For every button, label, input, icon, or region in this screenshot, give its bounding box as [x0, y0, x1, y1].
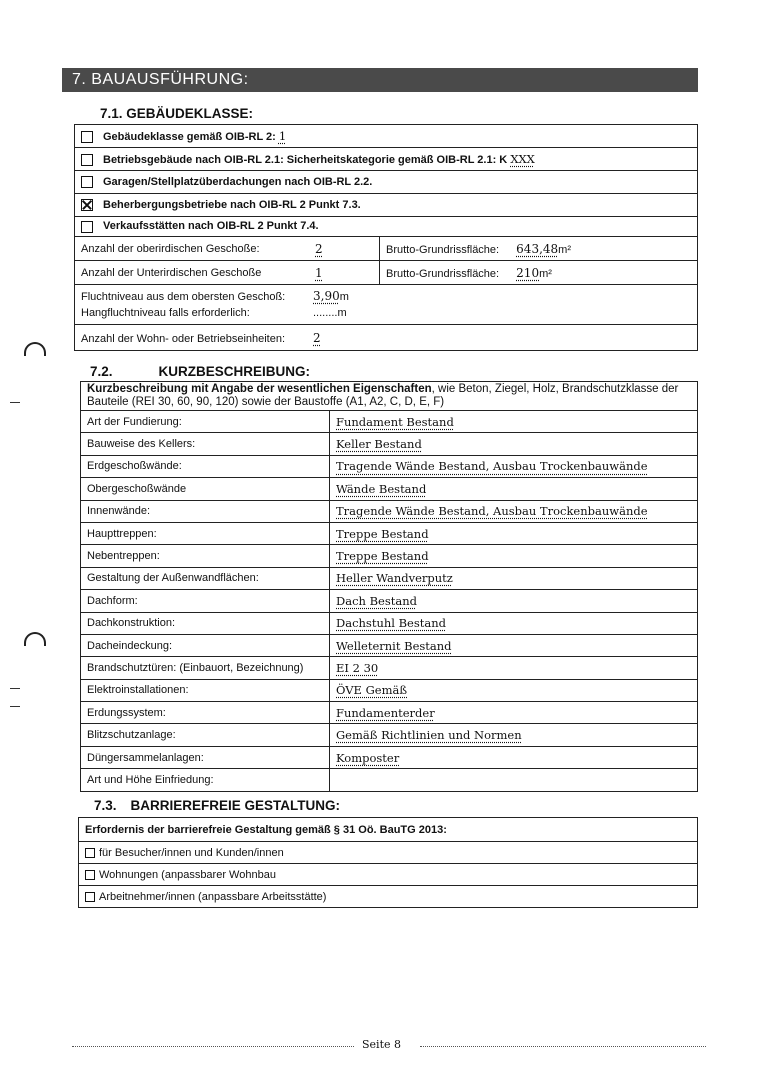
gebaeudeklasse-table [74, 124, 698, 351]
unter-geschosse-value: 1 [309, 261, 380, 285]
punch-hole-mark [24, 342, 46, 356]
row-value [330, 411, 698, 433]
row-value [330, 433, 698, 455]
kurzbeschreibung-table [80, 381, 698, 792]
einheiten-cell: Anzahl der Wohn- oder Betriebseinheiten: 2 [75, 325, 698, 351]
row-value-text: Komposter [336, 750, 400, 765]
row-value-text: EI 2 30 [336, 660, 379, 675]
row-value-text: Dachstuhl Bestand [336, 616, 446, 631]
margin-dash [10, 688, 20, 689]
row-value [330, 702, 698, 724]
row-label: Düngersammelanlagen: [81, 746, 330, 768]
row-label: Art der Fundierung: [81, 411, 330, 433]
row-value-text: Dach Bestand [336, 593, 417, 608]
row-value [330, 746, 698, 768]
row-value [330, 634, 698, 656]
row-value [330, 500, 698, 522]
row-value-text: Keller Bestand [336, 437, 422, 452]
margin-dash [10, 706, 20, 707]
ober-geschosse-value: 2 [309, 237, 380, 261]
option-verkaufsstaetten: Verkaufsstätten nach OIB-RL 2 Punkt 7.4. [75, 217, 698, 237]
row-value-text: Fundament Bestand [336, 414, 454, 429]
row-label: Brandschutztüren: (Einbauort, Bezeichnung) [81, 657, 330, 679]
table-row [81, 411, 698, 433]
row-label: Dachkonstruktion: [81, 612, 330, 634]
row-value [330, 545, 698, 567]
row-value-text: ÖVE Gemäß [336, 683, 408, 698]
heading-7-3: 7.3. BARRIEREFREIE GESTALTUNG: [94, 798, 341, 813]
option-betriebsgebaeude: Betriebsgebäude nach OIB-RL 2.1: Sicherheitskategorie gemäß OIB-RL 2.1: K XXX [75, 148, 698, 171]
option-beherbergung: Beherbergungsbetriebe nach OIB-RL 2 Punkt 7.3. [75, 194, 698, 217]
row-label: Erdungssystem: [81, 702, 330, 724]
table-row [81, 702, 698, 724]
table-row [81, 455, 698, 477]
row-label: Blitzschutzanlage: [81, 724, 330, 746]
row-label: Obergeschoßwände [81, 478, 330, 500]
table-row [81, 478, 698, 500]
row-label: Gestaltung der Außenwandflächen: [81, 567, 330, 589]
row-value [330, 769, 698, 791]
table-row [81, 612, 698, 634]
ober-geschosse-label: Anzahl der oberirdischen Geschoße: [75, 237, 310, 261]
row-label: Dachform: [81, 590, 330, 612]
margin-dash [10, 402, 20, 403]
checkbox[interactable] [81, 176, 93, 188]
row-value-text: Heller Wandverputz [336, 571, 453, 586]
footer-rule-right [420, 1046, 706, 1047]
kurzbeschreibung-intro: Kurzbeschreibung mit Angabe der wesentlichen Eigenschaften, wie Beton, Ziegel, Holz, Brandschutzklasse der Bauteile (REI 30, 60, 90, 120) sowie der Baustoffe (A1, A2, C, D, E, F) [81, 382, 698, 411]
heading-7-2: 7.2. KURZBESCHREIBUNG: [90, 364, 311, 379]
row-label: Elektroinstallationen: [81, 679, 330, 701]
row-value-text: Treppe Bestand [336, 549, 429, 564]
row-label: Haupttreppen: [81, 522, 330, 544]
row-value [330, 724, 698, 746]
row-value [330, 679, 698, 701]
checkbox[interactable] [81, 154, 93, 166]
checkbox[interactable] [81, 131, 93, 143]
row-label: Erdgeschoßwände: [81, 455, 330, 477]
barrierefrei-intro: Erfordernis der barrierefreie Gestaltung gemäß § 31 Oö. BauTG 2013: [79, 818, 698, 842]
option-wohnungen: Wohnungen (anpassbarer Wohnbau [79, 864, 698, 886]
option-arbeitnehmer: Arbeitnehmer/innen (anpassbare Arbeitsstätte) [79, 886, 698, 908]
row-value [330, 590, 698, 612]
row-value-text: Wände Bestand [336, 481, 427, 496]
option-gebaeudeklasse: Gebäudeklasse gemäß OIB-RL 2: 1 [75, 125, 698, 148]
footer-rule-left [72, 1046, 354, 1047]
checkbox-checked[interactable] [81, 199, 93, 211]
row-value [330, 478, 698, 500]
row-value [330, 522, 698, 544]
table-row [81, 545, 698, 567]
heading-7-1: 7.1. GEBÄUDEKLASSE: [100, 106, 254, 121]
row-label: Innenwände: [81, 500, 330, 522]
table-row [81, 769, 698, 791]
row-value-text: Fundamenterder [336, 705, 435, 720]
table-row [81, 567, 698, 589]
row-value-text: Tragende Wände Bestand, Ausbau Trockenbauwände [336, 504, 648, 519]
table-row [81, 634, 698, 656]
row-value-text: Welleternit Bestand [336, 638, 452, 653]
row-value-text: Tragende Wände Bestand, Ausbau Trockenbauwände [336, 459, 648, 474]
barrierefrei-table [78, 817, 698, 908]
section-title: 7. BAUAUSFÜHRUNG: [62, 68, 698, 92]
row-value [330, 612, 698, 634]
table-row [81, 500, 698, 522]
row-value [330, 657, 698, 679]
punch-hole-mark [24, 632, 46, 646]
table-row [81, 679, 698, 701]
row-value-text: Gemäß Richtlinien und Normen [336, 728, 522, 743]
ober-bgf: Brutto-Grundrissfläche: 643,48m² [380, 237, 698, 261]
row-value-text: Treppe Bestand [336, 526, 429, 541]
table-row [81, 724, 698, 746]
table-row [81, 522, 698, 544]
fluchtniveau-cell: Fluchtniveau aus dem obersten Geschoß: 3,90m Hangfluchtniveau falls erforderlich: ........m [75, 285, 698, 325]
row-value [330, 567, 698, 589]
row-label: Art und Höhe Einfriedung: [81, 769, 330, 791]
row-value [330, 455, 698, 477]
table-row [81, 590, 698, 612]
option-besucher: für Besucher/innen und Kunden/innen [79, 842, 698, 864]
checkbox[interactable] [85, 870, 95, 880]
checkbox[interactable] [85, 892, 95, 902]
table-row [81, 746, 698, 768]
checkbox[interactable] [81, 221, 93, 233]
unter-bgf: Brutto-Grundrissfläche: 210m² [380, 261, 698, 285]
table-row [81, 433, 698, 455]
unter-geschosse-label: Anzahl der Unterirdischen Geschoße [75, 261, 310, 285]
option-garagen: Garagen/Stellplatzüberdachungen nach OIB-RL 2.2. [75, 171, 698, 194]
table-row [81, 657, 698, 679]
row-label: Bauweise des Kellers: [81, 433, 330, 455]
checkbox[interactable] [85, 848, 95, 858]
row-label: Dacheindeckung: [81, 634, 330, 656]
row-label: Nebentreppen: [81, 545, 330, 567]
page-number: Seite 8 [362, 1038, 401, 1051]
